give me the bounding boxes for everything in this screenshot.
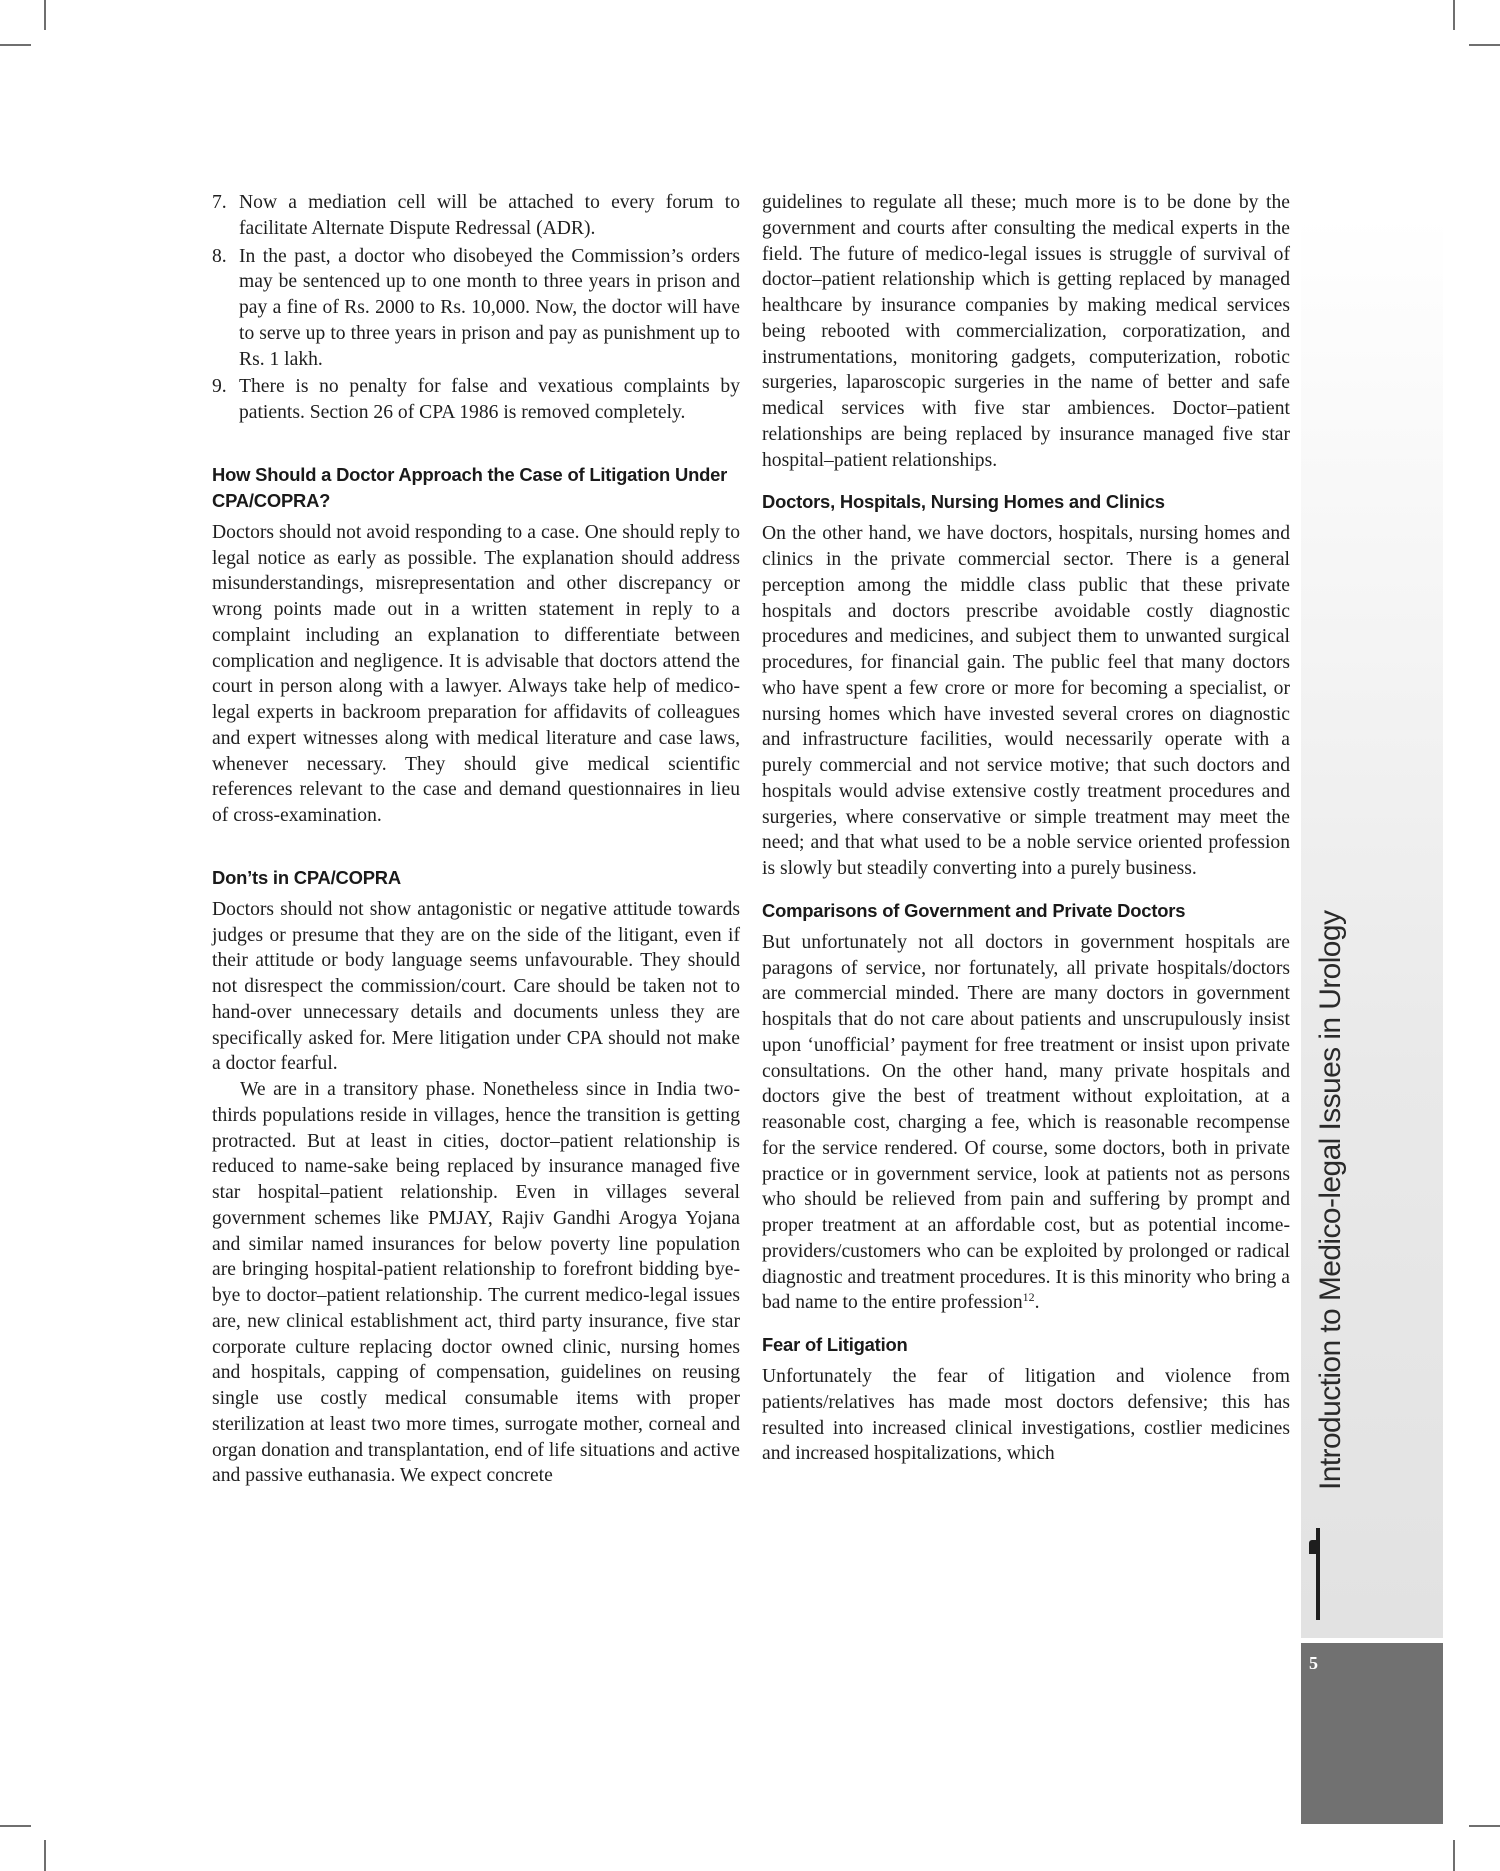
crop-mark-bottom-right-h bbox=[1469, 1825, 1500, 1827]
crop-mark-top-right-h bbox=[1469, 44, 1500, 46]
chapter-number-bar bbox=[1316, 1528, 1320, 1620]
paragraph: We are in a transitory phase. Nonetheless since in India two-thirds populations reside in villages, hence the transition is getting protracted. But at least in cities, doctor–patient relationship is reduced to name-sake being replaced by insurance managed five star hospital–patient relationship. Even in villages several government schemes like PMJAY, Rajiv Gandhi Arogya Yojana and similar named insurances for below poverty line population are bringing hospital-patient relationship to forefront bidding bye-bye to doctor–patient relationship. The current medico-legal issues are, new clinical establishment act, third party insurance, five star corporate culture replacing doctor owned clinic, nursing homes and hospitals, capping of compensation, guidelines on reusing single use costly medical consumable items with proper sterilization at least two more times, surrogate mother, corneal and organ donation and transplantation, end of life situations and active and passive euthanasia. We expect concrete bbox=[212, 1079, 740, 1487]
paragraph: Doctors should not avoid responding to a case. One should reply to legal notice as early as possible. The explanation should address misunderstandings, misrepresentation and other discrepancy or wrong points made out in a written statement in reply to a complaint including an explanation to differentiate between complication and negligence. It is advisable that doctors attend the court in person along with a lawyer. Always take help of medico-legal experts in backroom preparation for affidavits of colleagues and expert witnesses along with medical literature and case laws, whenever necessary. They should give medical scientific references relevant to the case and demand questionnaires in lieu of cross-examination. bbox=[212, 521, 740, 826]
list-number: 7. bbox=[212, 192, 227, 213]
footnote-reference[interactable]: 12 bbox=[1022, 1290, 1035, 1305]
list-item-text: In the past, a doctor who disobeyed the Commission’s orders may be sentenced up to one month to three years in prison and pay a fine of Rs. 2000 to Rs. 10,000. Now, the doctor will have to serve up to three years in prison and pay as punishment up to Rs. 1 lakh. bbox=[239, 245, 740, 370]
section-heading-comparisons: Comparisons of Government and Private Doctors bbox=[762, 899, 1186, 921]
section-heading-approach: How Should a Doctor Approach the Case of Litigation Under CPA/COPRA? bbox=[212, 463, 728, 511]
right-column bbox=[762, 190, 1290, 1467]
crop-mark-bottom-left-v bbox=[44, 1840, 46, 1871]
page-number-block bbox=[1301, 1643, 1443, 1824]
crop-mark-bottom-right-v bbox=[1453, 1840, 1455, 1871]
crop-mark-top-left-h bbox=[0, 44, 31, 46]
list-item bbox=[212, 190, 740, 242]
list-item-text: Now a mediation cell will be attached to every forum to facilitate Alternate Dispute Redressal (ADR). bbox=[239, 192, 740, 239]
section-heading-doctors-hospitals: Doctors, Hospitals, Nursing Homes and Clinics bbox=[762, 491, 1165, 513]
paragraph: But unfortunately not all doctors in government hospitals are paragons of service, nor fortunately, all private hospitals/doctors are commercial minded. There are many doctors in government hospitals that do not care about patients and unscrupulously insist upon ‘unofficial’ payment for free treatment or insist upon private consultations. On the other hand, many private hospitals and doctors give the best of treatment without exploitation, at a reasonable cost, charging a fee, which is reasonable recompense for the service rendered. Of course, some doctors, both in private practice or in government service, look at patients not as persons who should be relieved from pain and suffering by prompt and proper treatment at an affordable cost, but as potential income-providers/customers who can be exploited by prolonged or radical diagnostic and treatment procedures. It is this minority who bring a bad name to the entire profession$^{12}$. bbox=[762, 931, 1290, 1314]
section-heading-fear-of-litigation: Fear of Litigation bbox=[762, 1334, 908, 1355]
crop-mark-bottom-left-h bbox=[0, 1825, 31, 1827]
list-number: 8. bbox=[212, 245, 227, 267]
crop-mark-top-left-v bbox=[44, 0, 46, 30]
paragraph: Unfortunately the fear of litigation and violence from patients/relatives has made most doctors defensive; this has resulted into increased clinical investigations, costlier medicines and increased hospitalizations, which bbox=[762, 1366, 1290, 1465]
section-heading-donts: Don’ts in CPA/COPRA bbox=[212, 866, 401, 888]
list-item-text: There is no penalty for false and vexatious complaints by patients. Section 26 of CPA 1986 is removed completely. bbox=[239, 376, 740, 423]
paragraph: Doctors should not show antagonistic or negative attitude towards judges or presume that they are on the side of the litigant, even if their attitude or body language seems unfavourable. They should not disrespect the commission/court. Care should be taken not to hand-over unnecessary details and documents unless they are specifically asked for. Mere litigation under CPA should not make a doctor fearful. bbox=[212, 898, 740, 1075]
list-item bbox=[212, 374, 740, 426]
page-number: 5 bbox=[1309, 1653, 1318, 1673]
paragraph-continuation: guidelines to regulate all these; much more is to be done by the government and courts after consulting the medical experts in the field. The future of medico-legal issues is struggle of survival of doctor–patient relationship which is getting replaced by managed healthcare by insurance companies by making medical services being rebooted with commercialization, corporatization, and instrumentations, monitoring gadgets, computerization, robotic surgeries, laparoscopic surgeries in the name of better and safe medical services with five star ambiences. Doctor–patient relationships are being replaced by insurance managed five star hospital–patient relationships. bbox=[762, 192, 1290, 471]
left-column bbox=[212, 190, 740, 1489]
crop-mark-top-right-v bbox=[1453, 0, 1455, 30]
chapter-title-vertical: Introduction to Medico-legal Issues in Urology bbox=[1314, 910, 1347, 1490]
list-number: 9. bbox=[212, 376, 227, 398]
paragraph: On the other hand, we have doctors, hospitals, nursing homes and clinics in the private commercial sector. There is a general perception among the middle class public that these private hospitals and doctors prescribe avoidable costly diagnostic procedures and medicines, and subject them to unwanted surgical procedures, for financial gain. The public feel that many doctors who have spent a few crore or more for becoming a specialist, or nursing homes which have invested several crores on diagnostic and infrastructure facilities, would necessarily operate with a purely commercial and not service motive; that such doctors and hospitals would advise extensive costly treatment procedures and surgeries, where conservative or simple treatment may meet the need; and that what used to be a noble service oriented profession is slowly but steadily converting into a purely business. bbox=[762, 523, 1290, 879]
list-item bbox=[212, 244, 740, 373]
